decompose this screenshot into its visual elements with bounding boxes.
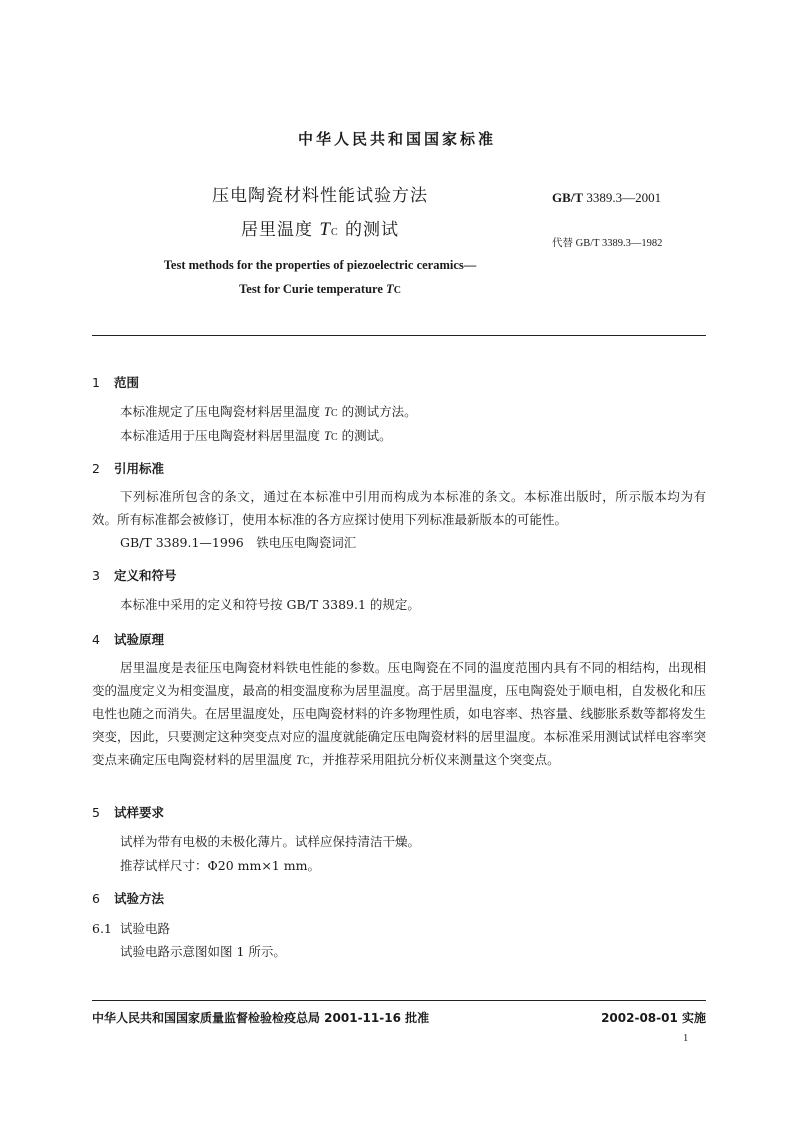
section-1-para-1-subscript: C <box>330 408 338 419</box>
section-1-title: 范围 <box>114 375 140 390</box>
section-6-title: 试验方法 <box>114 891 165 906</box>
section-6-heading <box>92 889 164 907</box>
title-en-symbol: T <box>386 282 394 296</box>
standard-code <box>552 190 661 206</box>
section-2-number: 2 <box>92 461 100 476</box>
section-3-title: 定义和符号 <box>114 568 177 583</box>
section-1-para-2-pre: 本标准适用于压电陶瓷材料居里温度 <box>120 428 324 443</box>
title-en-line2 <box>100 282 540 297</box>
section-1-number: 1 <box>92 375 100 390</box>
section-6-1-title: 试验电路 <box>120 921 171 936</box>
section-4-para-post: ，并推荐采用阻抗分析仪来测量这个突变点。 <box>309 752 560 767</box>
title-en-line1: Test methods for the properties of piezoelectric ceramics— <box>163 258 477 272</box>
title-cn-line2 <box>130 215 510 241</box>
footer-divider <box>92 1000 706 1001</box>
page-number: 1 <box>683 1033 689 1044</box>
section-4-para-pre: 居里温度是表征压电陶瓷材料铁电性能的参数。压电陶瓷在不同的温度范围内具有不同的相结构，出现相变的温度定义为相变温度，最高的相变温度称为居里温度。高于居里温度，压电陶瓷处于顺电相，自发极化和压电性也随之而消失。在居里温度处，压电陶瓷材料的许多物理性质，如电容率、热容量、线膨胀系数等都将发生突变，因此，只要测定这种突变点对应的温度就能确定压电陶瓷材料的居里温度。本标准采用测试试样电容率突变点来确定压电陶瓷材料的居里温度 <box>92 660 706 767</box>
standard-code-number: 3389.3—2001 <box>586 190 662 205</box>
section-1-para-2-subscript: C <box>330 432 338 443</box>
section-2-heading <box>92 459 164 477</box>
national-standard-heading: 中华人民共和国国家标准 <box>297 130 496 148</box>
section-5-para-1: 试样为带有电极的未极化薄片。试样应保持清洁干燥。 <box>120 834 421 849</box>
section-5-para-2: 推荐试样尺寸：Φ20 mm×1 mm。 <box>120 858 320 873</box>
section-4-subscript: C <box>302 756 310 767</box>
section-4-paragraph <box>92 656 706 773</box>
replaces-standard: 代替 GB/T 3389.3—1982 <box>552 238 663 249</box>
section-1-para-2 <box>120 426 392 444</box>
section-2-reference: GB/T 3389.1—1996 铁电压电陶瓷词汇 <box>120 535 357 550</box>
title-cn-line1: 压电陶瓷材料性能试验方法 <box>212 186 428 206</box>
section-4-title: 试验原理 <box>114 632 165 647</box>
header-divider <box>92 335 706 336</box>
section-6-1-heading <box>92 919 170 937</box>
section-4-symbol: T <box>295 753 303 767</box>
title-cn-line2-post: 的测试 <box>338 220 400 240</box>
section-1-para-1-pre: 本标准规定了压电陶瓷材料居里温度 <box>120 404 324 419</box>
section-1-para-2-post: 的测试。 <box>337 428 392 443</box>
section-6-1-number: 6.1 <box>92 921 112 936</box>
section-1-para-1-symbol: T <box>323 405 331 419</box>
section-3-heading <box>92 566 177 584</box>
section-5-heading <box>92 803 164 821</box>
section-4-number: 4 <box>92 632 100 647</box>
section-4-heading <box>92 630 164 648</box>
section-3-number: 3 <box>92 568 100 583</box>
title-cn-symbol: T <box>319 219 331 240</box>
section-1-para-1-post: 的测试方法。 <box>337 404 417 419</box>
implementation-date: 2002-08-01 实施 <box>601 1011 706 1025</box>
title-cn-subscript: C <box>330 227 339 238</box>
section-6-1-paragraph: 试验电路示意图如图 1 所示。 <box>120 944 286 959</box>
section-2-title: 引用标准 <box>114 461 165 476</box>
section-2-paragraph: 下列标准所包含的条文，通过在本标准中引用而构成为本标准的条文。本标准出版时，所示版本均为有效。所有标准都会被修订，使用本标准的各方应探讨使用下列标准最新版本的可能性。 <box>92 489 706 527</box>
section-5-title: 试样要求 <box>114 805 165 820</box>
approval-line: 中华人民共和国国家质量监督检验检疫总局 2001-11-16 批准 <box>92 1011 430 1025</box>
section-1-para-1 <box>120 402 417 420</box>
section-3-paragraph: 本标准中采用的定义和符号按 GB/T 3389.1 的规定。 <box>120 597 420 612</box>
title-cn-line2-pre: 居里温度 <box>240 220 320 240</box>
section-1-para-2-symbol: T <box>323 429 331 443</box>
title-en-subscript: C <box>393 285 401 296</box>
title-en-line2-pre: Test for Curie temperature <box>239 282 387 296</box>
standard-code-prefix: GB/T <box>552 190 584 205</box>
section-6-number: 6 <box>92 891 100 906</box>
section-1-heading <box>92 373 139 391</box>
section-5-number: 5 <box>92 805 100 820</box>
